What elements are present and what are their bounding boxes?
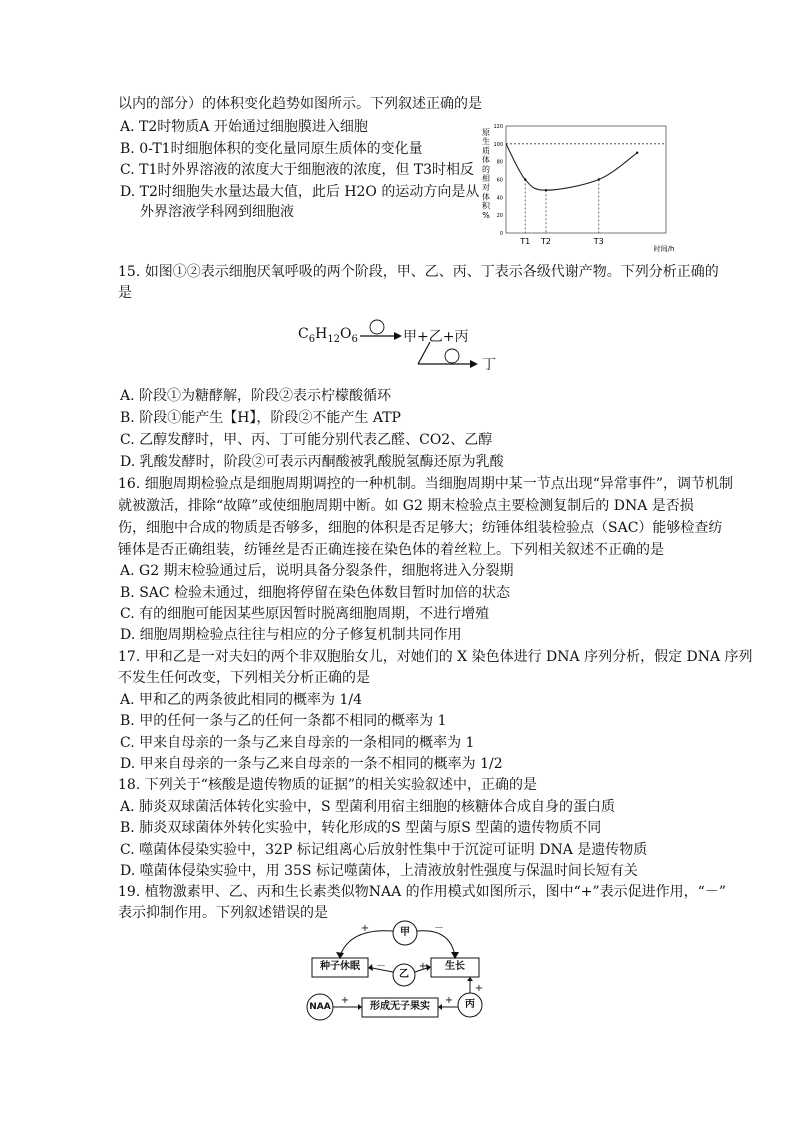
q14-option-d-cont: 外界溶液学科网到细胞液 (140, 204, 294, 220)
q14-option-a: A. T2时物质A 开始通过细胞膜进入细胞 (120, 119, 368, 135)
q18-option-c: C. 噬菌体侵染实验中，32P 标记组离心后放射性集中于沉淀可证明 DNA 是遗传物质 (120, 842, 648, 858)
q16-option-a: A. G2 期末检验通过后，说明具备分裂条件，细胞将进入分裂期 (120, 563, 514, 579)
products-text: 甲+乙+丙 (403, 329, 469, 345)
chart-ytick-label: 40 (496, 195, 503, 202)
chart-point (524, 178, 526, 180)
chart-ylabel-char: 体 (482, 155, 490, 165)
chart-ytick-label: 20 (496, 213, 503, 220)
box-growth: 生长 (445, 961, 465, 972)
chart-point (636, 152, 638, 154)
chart-ylabel-char: 对 (482, 183, 490, 193)
chart-ytick-label: 80 (496, 159, 503, 166)
volume-chart (478, 121, 688, 260)
q14-option-d: D. T2时细胞失水量达最大值，此后 H2O 的运动方向是从 (120, 184, 480, 200)
chart-point (545, 189, 547, 191)
chart-ylabel-char: 相 (482, 174, 490, 183)
q15-equation (290, 316, 510, 376)
chart-ylabel (482, 128, 491, 220)
q18-option-d: D. 噬菌体侵染实验中，用 35S 标记噬菌体，上清液放射性强度与保温时间长短有关 (120, 863, 638, 879)
q17-option-b: B. 甲的任何一条与乙的任何一条都不相同的概率为 1 (120, 713, 447, 729)
q16-stem-line2: 就被激活，排除“故障”或使细胞周期中断。如 G2 期末检验点主要检测复制后的 DNA 是否损 (118, 498, 694, 514)
q15-stem: 15. 如图①②表示细胞厌氧呼吸的两个阶段，甲、乙、丙、丁表示各级代谢产物。下列分析正确的 (118, 264, 719, 280)
q18-option-a: A. 肺炎双球菌活体转化实验中，S 型菌利用宿主细胞的核糖体合成自身的蛋白质 (120, 799, 616, 815)
q15-option-a: A. 阶段①为糖酵解，阶段②表示柠檬酸循环 (120, 388, 392, 404)
q18-stem: 18. 下列关于“核酸是遗传物质的证据”的相关实验叙述中，正确的是 (118, 777, 538, 793)
q19-stem-line2: 表示抑制作用。下列叙述错误的是 (118, 905, 328, 921)
q14-stem-cont: 以内的部分）的体积变化趋势如图所示。下列叙述正确的是 (118, 96, 482, 112)
q18-option-b: B. 肺炎双球菌体外转化实验中，转化形成的S 型菌与原S 型菌的遗传物质不同 (120, 820, 602, 836)
q15-option-d: D. 乳酸发酵时，阶段②可表示丙酮酸被乳酸脱氢酶还原为乳酸 (120, 454, 504, 470)
node-jia: 甲 (400, 927, 410, 938)
sign-jia-grow: － (434, 923, 444, 934)
chart-xlabel: 时间/h (653, 245, 675, 253)
q15-stem-cont: 是 (118, 285, 132, 301)
chart-ylabel-char: 原 (482, 128, 490, 137)
q17-option-a: A. 甲和乙的两条彼此相同的概率为 1/4 (120, 692, 362, 708)
chart-yticks (493, 124, 503, 237)
chart-ylabel-char: 质 (482, 146, 490, 156)
q16-option-b: B. SAC 检验未通过，细胞将停留在染色体数目暂时加倍的状态 (120, 585, 511, 601)
chart-marker-label: T3 (593, 237, 604, 246)
q19-stem-line1: 19. 植物激素甲、乙、丙和生长素类似物NAA 的作用模式如图所示，图中“+”表示促进作用，“－” (118, 884, 726, 900)
box-seed-dormancy: 种子休眠 (320, 961, 360, 972)
q15-option-c: C. 乙醇发酵时，甲、丙、丁可能分别代表乙醛、CO2、乙醇 (120, 432, 493, 448)
q17-option-c: C. 甲来自母亲的一条与乙来自母亲的一条相同的概率为 1 (120, 735, 475, 751)
equation-arrows (290, 316, 510, 376)
q14-option-c: C. T1时外界溶液的浓度大于细胞液的浓度，但 T3时相反 (120, 162, 475, 178)
q16-stem-line4: 锤体是否正确组装，纺锤丝是否正确连接在染色体的着丝粒上。下列相关叙述不正确的是 (118, 542, 664, 558)
hormone-diagram (300, 918, 510, 1026)
chart-point (598, 178, 600, 180)
q16-option-d: D. 细胞周期检验点往往与相应的分子修复机制共同作用 (120, 627, 462, 643)
q17-stem-line1: 17. 甲和乙是一对夫妇的两个非双胞胎女儿，对她们的 X 染色体进行 DNA 序列分析，假定 DNA 序列 (118, 649, 753, 665)
q14-option-b: B. 0-T1时细胞体积的变化量同原生质体的变化量 (120, 141, 423, 157)
q17-stem-line2: 不发生任何改变，下列相关分析正确的是 (118, 670, 370, 686)
chart-time-markers (519, 180, 604, 247)
node-bing: 丙 (465, 999, 475, 1010)
chart-ylabel-char: 生 (482, 137, 490, 147)
glucose-formula: $C_6H_{12}O_6$ (298, 326, 358, 345)
sign-yi-grow: + (418, 961, 428, 972)
chart-marker-label: T1 (520, 237, 531, 246)
q15-option-b: B. 阶段①能产生【H】，阶段②不能产生 ATP (120, 410, 401, 426)
sign-jia-seed: + (360, 923, 370, 934)
node-naa: NAA (309, 1002, 331, 1012)
node-yi: 乙 (399, 969, 409, 980)
final-product-text: 丁 (482, 357, 496, 373)
sign-bing-grow: + (474, 983, 484, 994)
chart-ylabel-char: 的 (482, 164, 490, 174)
q16-option-c: C. 有的细胞可能因某些原因暂时脱离细胞周期，不进行增殖 (120, 606, 490, 622)
chart-frame (506, 126, 666, 233)
chart-ytick-label: 100 (493, 141, 503, 148)
chart-ytick-label: 0 (499, 231, 503, 237)
chart-ytick-label: 120 (493, 124, 503, 130)
box-seedless-fruit: 形成无子果实 (370, 1001, 430, 1012)
sign-yi-seed: － (376, 961, 386, 972)
chart-ylabel-char: 积 (482, 201, 490, 211)
chart-marker-label: T2 (541, 237, 551, 246)
chart-ylabel-char: % (482, 210, 490, 220)
q16-stem-line3: 伤，细胞中合成的物质是否够多，细胞的体积是否足够大；纺锤体组装检验点（SAC）能够检查纺 (118, 520, 723, 536)
q17-option-d: D. 甲来自母亲的一条与乙来自母亲的一条不相同的概率为 1/2 (120, 756, 503, 772)
volume-chart-svg (478, 121, 688, 256)
chart-curve (506, 144, 637, 190)
sign-bing-fruit: + (444, 995, 454, 1006)
sign-naa-fruit: + (340, 995, 350, 1006)
chart-ytick-label: 60 (496, 177, 503, 184)
chart-ylabel-char: 体 (482, 192, 490, 202)
q16-stem-line1: 16. 细胞周期检验点是细胞周期调控的一种机制。当细胞周期中某一节点出现“异常事件”，调节机制 (118, 476, 734, 492)
